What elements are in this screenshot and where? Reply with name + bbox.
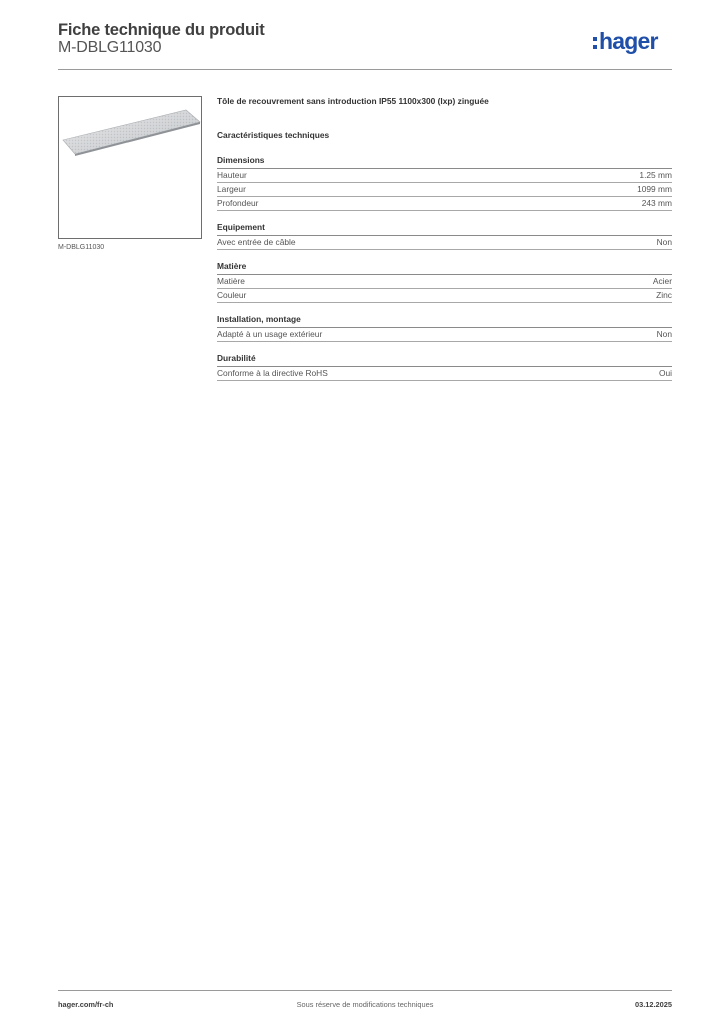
spec-row [217, 183, 672, 197]
document-title: Fiche technique du produit [58, 21, 265, 39]
spec-label: Conforme à la directive RoHS [217, 368, 328, 378]
specs-heading: Caractéristiques techniques [217, 130, 330, 140]
spec-value: 1099 mm [637, 184, 672, 194]
svg-text:hager: hager [599, 28, 658, 54]
spec-group-durabilite [217, 353, 672, 381]
website-link[interactable]: hager.com/fr-ch [58, 1000, 114, 1009]
spec-value: 243 mm [641, 198, 672, 208]
spec-value: Non [656, 329, 672, 339]
spec-label: Hauteur [217, 170, 247, 180]
image-caption: M-DBLG11030 [58, 244, 105, 251]
spec-value: Acier [652, 276, 672, 286]
group-title: Dimensions [217, 155, 672, 169]
spec-row [217, 289, 672, 303]
spec-row [217, 328, 672, 342]
group-title: Installation, montage [217, 314, 672, 328]
footer-date: 03.12.2025 [635, 1000, 672, 1009]
group-title: Equipement [217, 222, 672, 236]
hager-logo [592, 28, 672, 56]
product-image [58, 96, 202, 239]
page-header [58, 21, 672, 70]
product-details [217, 96, 672, 381]
spec-label: Largeur [217, 184, 246, 194]
spec-group-dimensions [217, 155, 672, 211]
spec-label: Couleur [217, 290, 247, 300]
page-footer [58, 990, 672, 1013]
product-reference: M-DBLG11030 [58, 39, 162, 56]
spec-row [217, 367, 672, 381]
spec-value: Zinc [656, 290, 672, 300]
spec-value: Non [656, 237, 672, 247]
spec-row [217, 169, 672, 183]
spec-group-equipement [217, 222, 672, 250]
spec-value: Oui [658, 368, 672, 378]
spec-label: Profondeur [217, 198, 259, 208]
spec-label: Avec entrée de câble [217, 237, 296, 247]
spec-value: 1.25 mm [639, 170, 672, 180]
spec-row [217, 236, 672, 250]
footer-notice: Sous réserve de modifications techniques [296, 1000, 434, 1009]
spec-label: Adapté à un usage extérieur [217, 329, 323, 339]
spec-group-installation [217, 314, 672, 342]
spec-group-matiere [217, 261, 672, 303]
spec-row [217, 197, 672, 211]
group-title: Matière [217, 261, 672, 275]
group-title: Durabilité [217, 353, 672, 367]
spec-label: Matière [217, 276, 245, 286]
product-description: Tôle de recouvrement sans introduction IP55 1100x300 (lxp) zinguée [217, 96, 489, 106]
spec-row [217, 275, 672, 289]
